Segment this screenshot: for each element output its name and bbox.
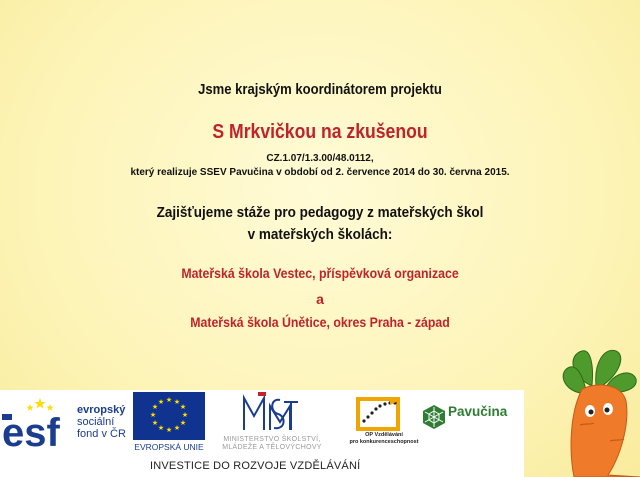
svg-text:★: ★ — [165, 396, 173, 404]
svg-text:★: ★ — [151, 419, 159, 427]
svg-text:★: ★ — [173, 424, 181, 432]
carrot-mascot-icon — [560, 345, 640, 477]
esf-text — [77, 404, 126, 440]
internship-line-2: v mateřských školách: — [247, 226, 393, 243]
msmt-logo-icon — [240, 392, 300, 434]
svg-text:★: ★ — [179, 403, 187, 411]
esf-logo-icon — [0, 394, 78, 454]
internship-line-1: Zajišťujeme stáže pro pedagogy z mateřských škol — [156, 204, 484, 221]
esf-line-1: evropský — [77, 404, 126, 416]
svg-text:esf: esf — [2, 411, 60, 454]
op-logo-icon — [352, 395, 408, 431]
esf-line-3: fond v ČR — [77, 428, 126, 440]
op-label — [338, 432, 430, 446]
svg-text:★: ★ — [173, 398, 181, 406]
connector-a: a — [316, 291, 324, 307]
esf-line-2: sociální — [77, 416, 115, 428]
msmt-label — [208, 436, 336, 452]
svg-text:★: ★ — [157, 398, 165, 406]
svg-text:★: ★ — [165, 426, 173, 434]
school-2: Mateřská škola Únětice, okres Praha - západ — [190, 314, 450, 330]
svg-text:★: ★ — [157, 424, 165, 432]
eu-label: EVROPSKÁ UNIE — [134, 442, 204, 452]
eu-flag-icon — [133, 392, 205, 440]
svg-text:★: ★ — [181, 411, 189, 419]
invest-slogan: INVESTICE DO ROZVOJE VZDĚLÁVÁNÍ — [150, 460, 361, 472]
school-1: Mateřská škola Vestec, příspěvková organizace — [181, 265, 459, 281]
project-description: který realizuje SSEV Pavučina v období od 2. července 2014 do 30. června 2015. — [130, 167, 510, 178]
svg-text:★: ★ — [151, 403, 159, 411]
op-line-1: OP Vzdělávání — [365, 432, 403, 438]
intro-line: Jsme krajským koordinátorem projektu — [198, 82, 442, 98]
op-line-2: pro konkurenceschopnost — [349, 439, 419, 445]
svg-text:★: ★ — [149, 411, 157, 419]
pavucina-label: Pavučina — [448, 404, 508, 419]
project-title: S Mrkvičkou na zkušenou — [212, 121, 428, 143]
msmt-line-2: MLÁDEŽE A TĚLOVÝCHOVY — [222, 444, 322, 451]
svg-text:★: ★ — [179, 419, 187, 427]
pavucina-logo-icon — [420, 403, 448, 431]
msmt-line-1: MINISTERSTVO ŠKOLSTVÍ, — [223, 436, 321, 443]
project-code: CZ.1.07/1.3.00/48.0112, — [266, 153, 374, 164]
